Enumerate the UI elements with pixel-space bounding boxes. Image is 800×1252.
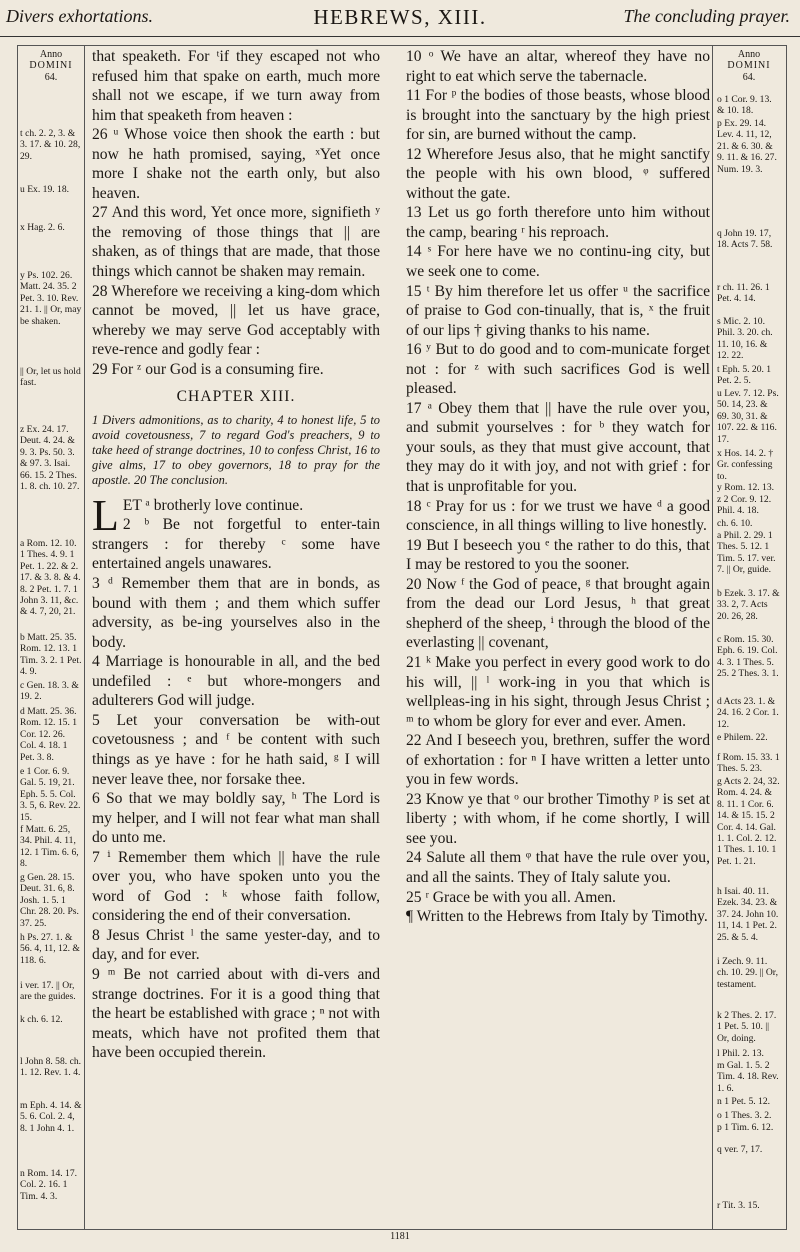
verse-26: 26 ᵘ Whose voice then shook the earth : but now he hath promised, saying, ˣYet once more I shake not the earth only, but also heaven.	[92, 126, 380, 202]
margin-note: i Zech. 9. 11. ch. 10. 29. || Or, testament.	[717, 956, 779, 990]
margin-note: o 1 Cor. 9. 13. & 10. 18.	[717, 94, 772, 117]
verse-21: 21 ᵏ Make you perfect in every good work to do his will, || ˡ work-ing in you that which is wellpleas-ing in his sight, through Jesus Christ ; ᵐ to whom be glory for ever and ever. Amen.	[406, 653, 710, 730]
verse-15: 15 ᵗ By him therefore let us offer ᵘ the sacrifice of praise to God con-tinually, that is, ˣ the fruit of our lips † giving thanks to his name.	[406, 282, 710, 339]
left-margin-notes	[20, 49, 82, 89]
verse-8: 8 Jesus Christ ˡ the same yester-day, and to day, and for ever.	[92, 926, 380, 964]
margin-note: r ch. 11. 26. 1 Pet. 4. 14.	[717, 282, 770, 305]
margin-note: k 2 Thes. 2. 17. 1 Pet. 5. 10. || Or, doing.	[717, 1010, 777, 1044]
header-left: Divers exhortations.	[6, 6, 153, 26]
margin-note: b Ezek. 3. 17. & 33. 2, 7. Acts 20. 26, 28.	[717, 588, 780, 622]
margin-note: e Philem. 22.	[717, 732, 768, 743]
margin-note: a Phil. 2. 29. 1 Thes. 5. 12. 1 Tim. 5. 17. ver. 7. || Or, guide.	[717, 530, 776, 576]
anno-domini-left	[20, 49, 82, 83]
margin-note: c Rom. 15. 30. Eph. 6. 19. Col. 4. 3. 1 Thes. 5. 25. 2 Thes. 3. 1.	[717, 634, 779, 680]
margin-note: || Or, let us hold fast.	[20, 366, 81, 389]
anno-year: 64.	[742, 71, 756, 83]
verse-24: 24 Salute all them ᵠ that have the rule over you, and all the saints. They of Italy salute you.	[406, 849, 710, 886]
verse-4: 4 Marriage is honourable in all, and the bed undefiled : ᵉ but whore-mongers and adulterers God will judge.	[92, 653, 380, 710]
anno-year: 64.	[44, 71, 58, 83]
margin-note: l John 8. 58. ch. 1. 12. Rev. 1. 4.	[20, 1056, 82, 1079]
margin-note: y Rom. 12. 13.	[717, 482, 775, 493]
verse-14: 14 ˢ For here have we no continu-ing city, but we seek one to come.	[406, 243, 710, 281]
margin-note: f Matt. 6. 25, 34. Phil. 4. 11, 12. 1 Tim. 6. 6, 8.	[20, 824, 79, 870]
margin-note: e 1 Cor. 6. 9. Gal. 5. 19, 21. Eph. 5. 5. Col. 3. 5, 6. Rev. 22. 15.	[20, 766, 81, 823]
margin-note: x Hos. 14. 2. † Gr. confessing to.	[717, 448, 774, 482]
margin-note: n 1 Pet. 5. 12.	[717, 1096, 771, 1107]
verse-25: 25 ʳ Grace be with you all. Amen.	[406, 888, 616, 906]
margin-note: h Ps. 27. 1. & 56. 4, 11, 12. & 118. 6.	[20, 932, 80, 966]
verse-11: 11 For ᵖ the bodies of those beasts, whose blood is brought into the sanctuary by the high priest for sin, are burned without the camp.	[406, 87, 710, 144]
margin-note: m Gal. 1. 5. 2 Tim. 4. 18. Rev. 1. 6.	[717, 1060, 779, 1094]
margin-note: p Ex. 29. 14. Lev. 4. 11, 12, 21. & 6. 30. & 9. 11. & 16. 27. Num. 19. 3.	[717, 118, 777, 175]
text-column-left	[92, 47, 380, 1063]
domini-label: DOMINI	[727, 60, 771, 72]
verse-text: that speaketh. For ᵗif they escaped not who refused him that spake on earth, much more shall not we escape, if we turn away from him that speaketh from heaven :	[92, 48, 380, 124]
margin-note: y Ps. 102. 26. Matt. 24. 35. 2 Pet. 3. 10. Rev. 21. 1. || Or, may be shaken.	[20, 270, 82, 327]
verse-16: 16 ʸ But to do good and to com-municate forget not : for ᶻ with such sacrifices God is well pleased.	[406, 341, 710, 398]
margin-note: g Gen. 28. 15. Deut. 31. 6, 8. Josh. 1. 5. 1 Chr. 28. 20. Ps. 37. 25.	[20, 872, 79, 929]
chapter-summary: 1 Divers admonitions, as to charity, 4 to honest life, 5 to avoid covetousness, 7 to regard God's preachers, 9 to take heed of strange doctrines, 10 to confess Christ, 16 to give alms, 17 to obey governors, 18 to pray for the apostle. 20 The conclusion.	[92, 412, 380, 487]
subscription: ¶ Written to the Hebrews from Italy by Timothy.	[406, 908, 708, 926]
margin-note: q ver. 7, 17.	[717, 1144, 763, 1155]
text-column-right	[406, 47, 710, 927]
margin-note: u Lev. 7. 12. Ps. 50. 14, 23. & 69. 30, 31. & 107. 22. & 116. 17.	[717, 388, 779, 445]
margin-note: x Hag. 2. 6.	[20, 222, 65, 233]
verse-6: 6 So that we may boldly say, ʰ The Lord is my helper, and I will not fear what man shall do unto me.	[92, 790, 380, 847]
verse-10: 10 ᵒ We have an altar, whereof they have no right to eat which serve the tabernacle.	[406, 48, 710, 85]
margin-note: g Acts 2. 24, 32. Rom. 4. 24. & 8. 11. 1 Cor. 6. 14. & 15. 15. 2 Cor. 4. 14. Gal. 1. 1. Col. 2. 12. 1 Thes. 1. 10. 1 Pet. 1. 21.	[717, 776, 780, 867]
verse-27: 27 And this word, Yet once more, signifieth ʸ the removing of those things that || are shaken, as of things that are made, that those things which cannot be shaken may remain.	[92, 204, 380, 281]
margin-note: i ver. 17. || Or, are the guides.	[20, 980, 76, 1003]
verse-13: 13 Let us go forth therefore unto him without the camp, bearing ʳ his reproach.	[406, 204, 710, 241]
verse-19: 19 But I beseech you ᵉ the rather to do this, that I may be restored to you the sooner.	[406, 536, 710, 574]
margin-note: m Eph. 4. 14. & 5. 6. Col. 2. 4, 8. 1 John 4. 1.	[20, 1100, 82, 1134]
domini-label: DOMINI	[29, 60, 73, 72]
margin-note: u Ex. 19. 18.	[20, 184, 70, 195]
anno-domini-right	[717, 49, 781, 83]
right-margin-notes	[717, 49, 781, 89]
verse-1-text: ET ᵃ brotherly love continue.	[122, 496, 304, 514]
page-number: 1181	[390, 1231, 410, 1242]
verse-22: 22 And I beseech you, brethren, suffer the word of exhortation : for ⁿ I have written a letter unto you in few words.	[406, 732, 710, 789]
margin-note: k ch. 6. 12.	[20, 1014, 63, 1025]
margin-note: t ch. 2. 2, 3. & 3. 17. & 10. 28, 29.	[20, 128, 81, 162]
margin-note: f Rom. 15. 33. 1 Thes. 5. 23.	[717, 752, 780, 775]
header-right: The concluding prayer.	[623, 6, 790, 26]
margin-note: d Matt. 25. 36. Rom. 12. 15. 1 Cor. 12. 26. Col. 4. 18. 1 Pet. 3. 8.	[20, 706, 78, 763]
verse-12: 12 Wherefore Jesus also, that he might sanctify the people with his own blood, ᵠ suffered without the gate.	[406, 145, 710, 202]
verse-7: 7 ⁱ Remember them which || have the rule over you, who have spoken unto you the word of God : ᵏ whose faith follow, considering the end of their conversation.	[92, 848, 380, 925]
margin-note: n Rom. 14. 17. Col. 2. 16. 1 Tim. 4. 3.	[20, 1168, 78, 1202]
anno-label: Anno	[39, 49, 63, 60]
header-rule	[0, 36, 800, 37]
verse-5: 5 Let your conversation be with-out covetousness ; and ᶠ be content with such things as ye have : for he hath said, ᵍ I will never leave thee, nor forsake thee.	[92, 711, 380, 788]
margin-note: b Matt. 25. 35. Rom. 12. 13. 1 Tim. 3. 2. 1 Pet. 4. 9.	[20, 632, 82, 678]
margin-note: z 2 Cor. 9. 12. Phil. 4. 18.	[717, 494, 772, 517]
verse-20: 20 Now ᶠ the God of peace, ᵍ that brought again from the dead our Lord Jesus, ʰ that great shepherd of the sheep, ⁱ through the blood of the everlasting || covenant,	[406, 575, 710, 652]
margin-note: s Mic. 2. 10. Phil. 3. 20. ch. 11. 10, 16. & 12. 22.	[717, 316, 773, 362]
right-margin-divider	[712, 45, 713, 1230]
running-header	[0, 0, 800, 40]
anno-label: Anno	[737, 49, 761, 60]
verse-18: 18 ᶜ Pray for us : for we trust we have ᵈ a good conscience, in all things willing to live honestly.	[406, 497, 710, 535]
verse-29: 29 For ᶻ our God is a consuming fire.	[92, 360, 324, 378]
verse-17: 17 ᵃ Obey them that || have the rule over you, and submit yourselves : for ᵇ they watch for your souls, as they that must give account, that they may do it with joy, and not with grief : for that is unprofitable for you.	[406, 399, 710, 496]
margin-note: o 1 Thes. 3. 2.	[717, 1110, 772, 1121]
verse-1	[92, 490, 380, 540]
margin-note: t Eph. 5. 20. 1 Pet. 2. 5.	[717, 364, 772, 387]
margin-note: p 1 Tim. 6. 12.	[717, 1122, 774, 1133]
left-margin-divider	[84, 45, 85, 1230]
margin-note: h Isai. 40. 11. Ezek. 34. 23. & 37. 24. John 10. 11, 14. 1 Pet. 2. 25. & 5. 4.	[717, 886, 779, 943]
drop-cap: L	[92, 490, 119, 540]
verse-23: 23 Know ye that ᵒ our brother Timothy ᵖ is set at liberty ; with whom, if he come shortly, I will see you.	[406, 790, 710, 847]
margin-note: z Ex. 24. 17. Deut. 4. 24. & 9. 3. Ps. 50. 3. & 97. 3. Isai. 66. 15. 2 Thes. 1. 8. ch. 10. 27.	[20, 424, 80, 493]
verse-2: 2 ᵇ Be not forgetful to enter-tain strangers : for thereby ᶜ some have entertained angels unawares.	[92, 516, 380, 573]
margin-note: ch. 6. 10.	[717, 518, 753, 529]
margin-note: q John 19. 17, 18. Acts 7. 58.	[717, 228, 773, 251]
verse-3: 3 ᵈ Remember them that are in bonds, as bound with them ; and them which suffer adversity, as be-ing yourselves also in the body.	[92, 575, 380, 651]
verse-28: 28 Wherefore we receiving a king-dom which cannot be moved, || let us have grace, whereby we may serve God acceptably with reve-rence and godly fear :	[92, 282, 380, 359]
margin-note: l Phil. 2. 13.	[717, 1048, 764, 1059]
chapter-heading: CHAPTER XIII.	[176, 388, 296, 406]
margin-note: r Tit. 3. 15.	[717, 1200, 760, 1211]
margin-note: c Gen. 18. 3. & 19. 2.	[20, 680, 79, 703]
margin-note: d Acts 23. 1. & 24. 16. 2 Cor. 1. 12.	[717, 696, 779, 730]
header-center: HEBREWS, XIII.	[313, 5, 487, 29]
margin-note: a Rom. 12. 10. 1 Thes. 4. 9. 1 Pet. 1. 22. & 2. 17. & 3. 8. & 4. 8. 2 Pet. 1. 7. 1 John 3. 11, &c. & 4. 7, 20, 21.	[20, 538, 81, 618]
verse-9: 9 ᵐ Be not carried about with di-vers and strange doctrines. For it is a good thing that the heart be established with grace ; ⁿ not with meats, which have not profited them that have been occupied therein.	[92, 965, 380, 1062]
